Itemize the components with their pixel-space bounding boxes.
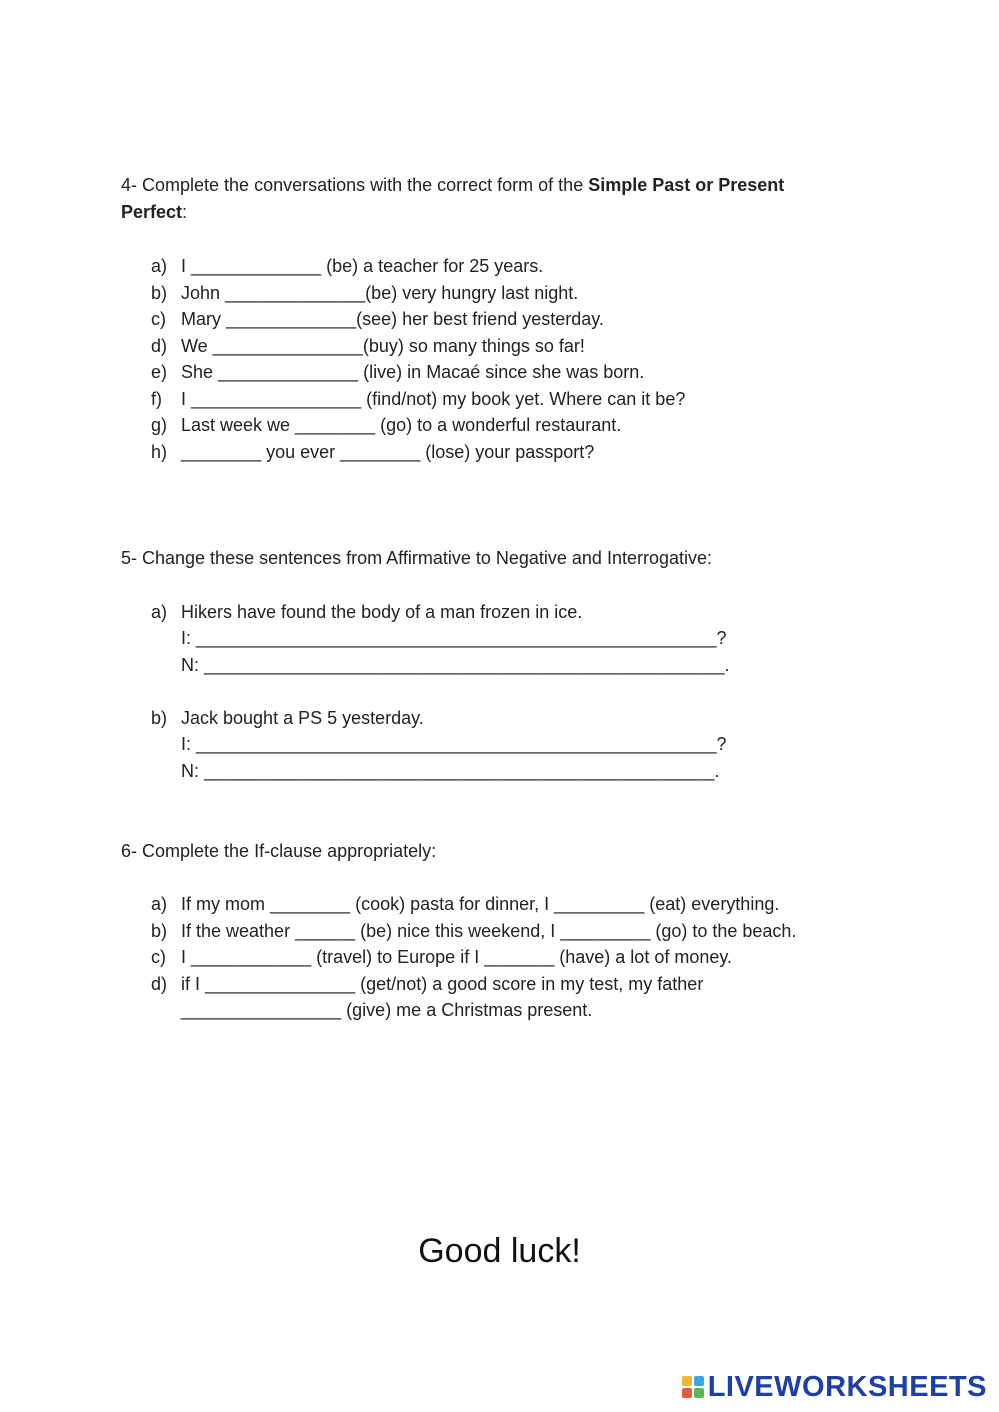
item-text: I _________________ (find/not) my book yet. Where can it be?: [181, 389, 686, 409]
item-text: Last week we ________ (go) to a wonderful restaurant.: [181, 415, 622, 435]
q4-item-a: [151, 253, 543, 279]
q6-item-b: [151, 918, 796, 944]
question-4-title-colon: :: [182, 202, 188, 222]
q4-item-c: [151, 306, 604, 332]
mark-square: [682, 1376, 692, 1386]
item-label: b): [151, 708, 168, 728]
mark-square: [694, 1388, 704, 1398]
item-label: d): [151, 974, 168, 994]
item-label: a): [151, 602, 168, 622]
item-text: ________ you ever ________ (lose) your passport?: [181, 442, 595, 462]
item-text: If my mom ________ (cook) pasta for dinner, I _________ (eat) everything.: [181, 894, 780, 914]
mark-square: [682, 1388, 692, 1398]
q4-item-g: [151, 412, 621, 438]
item-label: a): [151, 894, 168, 914]
question-4-title: [121, 172, 881, 226]
q4-item-h: [151, 439, 594, 465]
q5-b-interrogative-line: I: ____________________________________________________?: [181, 734, 727, 754]
item-text: Mary _____________(see) her best friend yesterday.: [181, 309, 604, 329]
item-label: b): [151, 921, 168, 941]
q4-item-b: [151, 280, 578, 306]
liveworksheets-wordmark: LIVEWORKSHEETS: [707, 1370, 987, 1403]
q5-item-b: [151, 705, 424, 731]
item-label: h): [151, 442, 168, 462]
liveworksheets-mark-icon: [682, 1376, 704, 1398]
q4-item-e: [151, 359, 644, 385]
item-text: Jack bought a PS 5 yesterday.: [181, 708, 424, 728]
q6-item-a: [151, 891, 779, 917]
q5-item-a: [151, 599, 582, 625]
good-luck-text: Good luck!: [418, 1232, 581, 1270]
q5-b-negative-line: N: ___________________________________________________.: [181, 761, 720, 781]
q4-item-f: [151, 386, 685, 412]
item-label: a): [151, 256, 168, 276]
item-text: We _______________(buy) so many things so far!: [181, 336, 585, 356]
item-label: c): [151, 309, 166, 329]
q5-a-negative-line: N: ____________________________________________________.: [181, 655, 730, 675]
item-text: John ______________(be) very hungry last night.: [181, 283, 579, 303]
q6-item-c: [151, 944, 732, 970]
q5-a-interrogative-line: I: ____________________________________________________?: [181, 628, 727, 648]
item-label: f): [151, 389, 162, 409]
item-label: g): [151, 415, 168, 435]
mark-square: [694, 1376, 704, 1386]
item-label: b): [151, 283, 168, 303]
q6-item-d: [151, 971, 703, 997]
item-text: Hikers have found the body of a man frozen in ice.: [181, 602, 583, 622]
item-text: I ____________ (travel) to Europe if I _______ (have) a lot of money.: [181, 947, 733, 967]
item-label: e): [151, 362, 168, 382]
item-text: She ______________ (live) in Macaé since she was born.: [181, 362, 645, 382]
q4-item-d: [151, 333, 585, 359]
item-label: d): [151, 336, 168, 356]
question-4-title-bold: Simple Past or Present: [588, 175, 785, 195]
item-text: if I _______________ (get/not) a good score in my test, my father: [181, 974, 704, 994]
item-label: c): [151, 947, 166, 967]
q6-item-d-continuation: ________________ (give) me a Christmas present.: [181, 1000, 593, 1020]
item-text: If the weather ______ (be) nice this weekend, I _________ (go) to the beach.: [181, 921, 797, 941]
question-4-title-text: 4- Complete the conversations with the correct form of the: [121, 175, 589, 195]
item-text: I _____________ (be) a teacher for 25 years.: [181, 256, 544, 276]
question-4-title-bold-2: Perfect: [121, 202, 183, 222]
question-6-title: 6- Complete the If-clause appropriately:: [121, 841, 437, 861]
liveworksheets-logo: [682, 1369, 987, 1405]
question-5-title: 5- Change these sentences from Affirmative to Negative and Interrogative:: [121, 548, 712, 568]
